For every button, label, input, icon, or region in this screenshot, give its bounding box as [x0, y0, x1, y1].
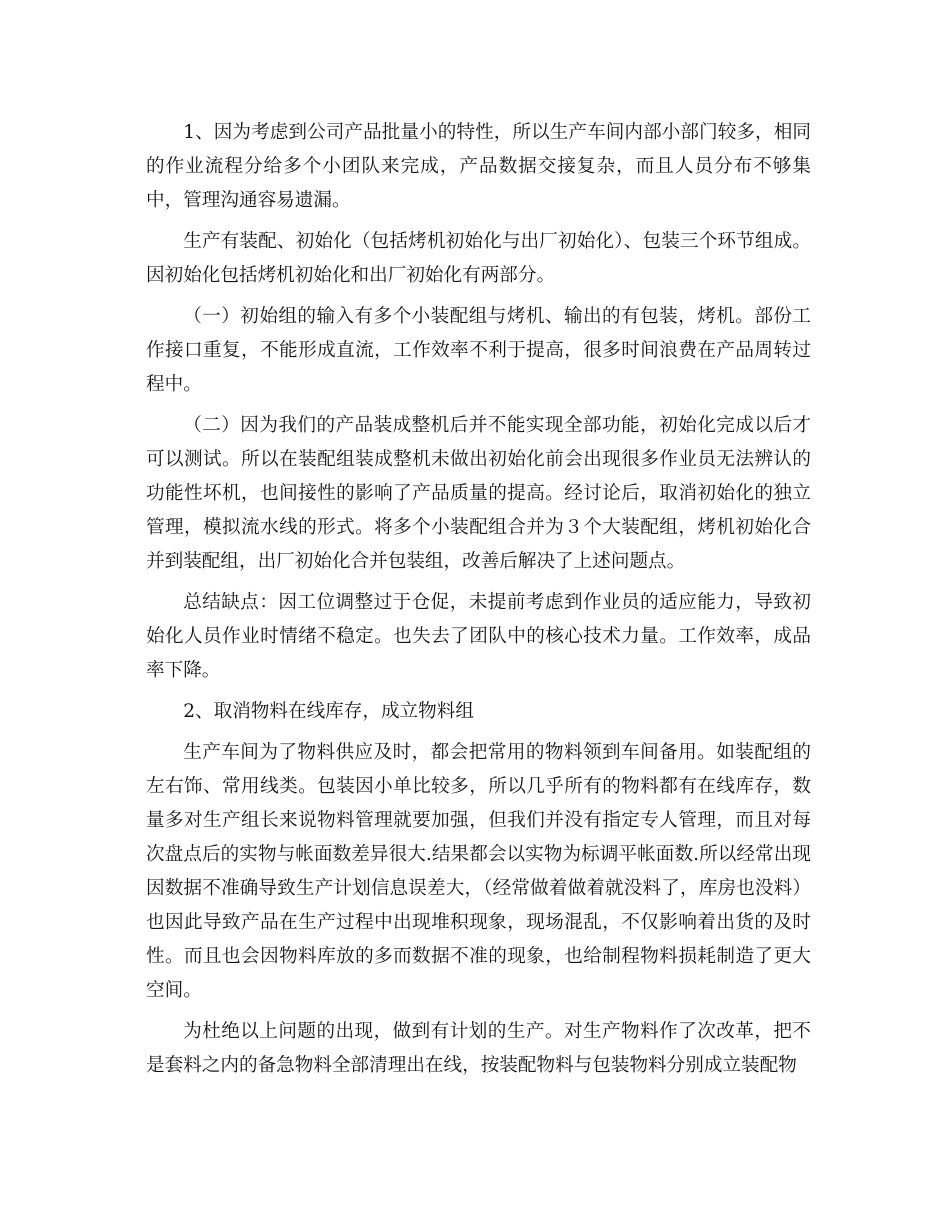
paragraph-5: 总结缺点：因工位调整过于仓促，未提前考虑到作业员的适应能力，导致初始化人员作业时情绪不稳定。也失去了团队中的核心技术力量。工作效率，成品率下降。	[146, 592, 811, 681]
paragraph-1: 1、因为考虑到公司产品批量小的特性，所以生产车间内部小部门较多，相同的作业流程分给多个小团队来完成，产品数据交接复杂，而且人员分布不够集中，管理沟通容易遗漏。	[146, 122, 811, 211]
paragraph-6: 生产车间为了物料供应及时，都会把常用的物料领到车间备用。如装配组的左右饰、常用线类。包装因小单比较多，所以几乎所有的物料都有在线库存，数量多对生产组长来说物料管理就要加强，但我们并没有指定专人管理，而且对每次盘点后的实物与帐面数差异很大.结果都会以实物为标调平帐面数.所以经常出现因数据不准确导致生产计划信息误差大，（经常做着做着就没料了，库房也没料）也因此导致产品在生产过程中出现堆积现象，现场混乱，不仅影响着出货的及时性。而且也会因物料库放的多而数据不准的现象，也给制程物料损耗制造了更大空间。	[146, 742, 811, 1001]
paragraph-7: 为杜绝以上问题的出现，做到有计划的生产。对生产物料作了次改革，把不是套料之内的备急物料全部清理出在线，按装配物料与包装物料分别成立装配物	[146, 1021, 811, 1076]
paragraph-4: （二）因为我们的产品装成整机后并不能实现全部功能，初始化完成以后才可以测试。所以在装配组装成整机未做出初始化前会出现很多作业员无法辨认的功能性坏机，也间接性的影响了产品质量的提高。经讨论后，取消初始化的独立管理，模拟流水线的形式。将多个小装配组合并为３个大装配组，烤机初始化合并到装配组，出厂初始化合并包装组，改善后解决了上述问题点。	[146, 415, 811, 572]
document-body	[146, 116, 811, 1090]
section-heading-2: 2、取消物料在线库存，成立物料组	[183, 701, 474, 722]
paragraph-3: （一）初始组的输入有多个小装配组与烤机、输出的有包装，烤机。部份工作接口重复，不能形成直流，工作效率不利于提高，很多时间浪费在产品周转过程中。	[146, 306, 811, 395]
paragraph-2: 生产有装配、初始化（包括烤机初始化与出厂初始化）、包装三个环节组成。因初始化包括烤机初始化和出厂初始化有两部分。	[146, 231, 811, 286]
